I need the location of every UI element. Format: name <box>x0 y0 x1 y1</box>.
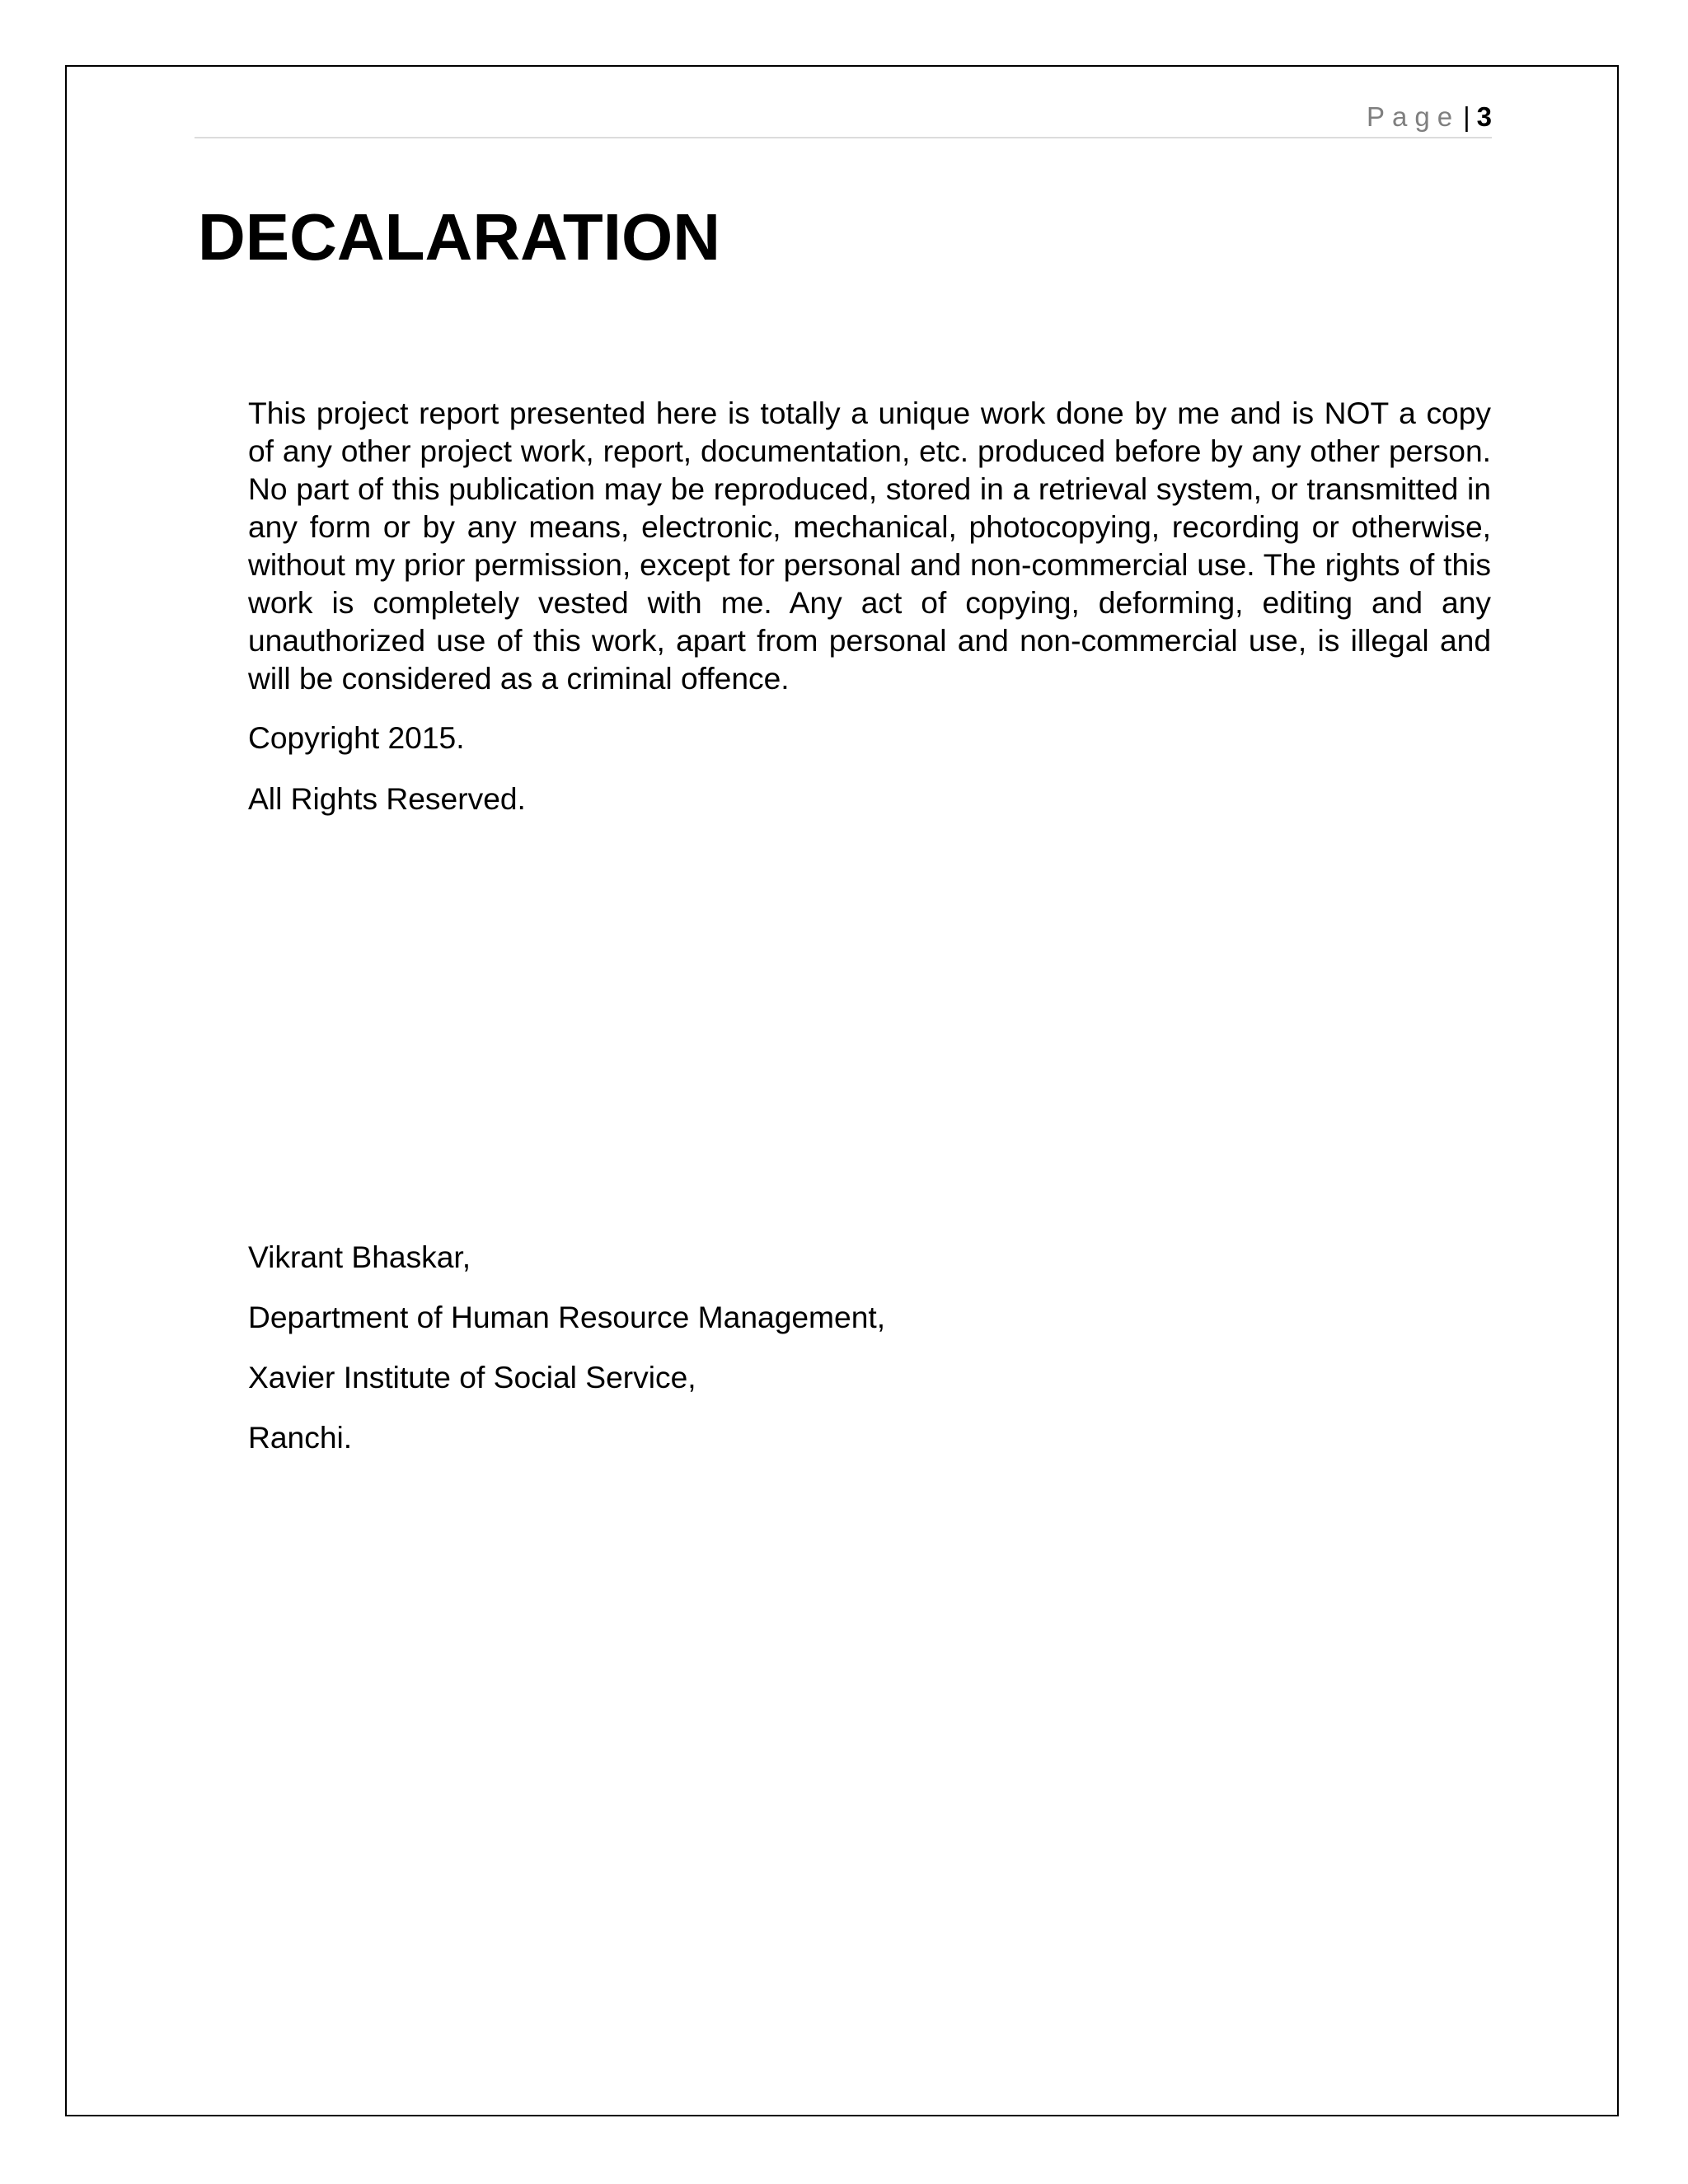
page-number: 3 <box>1476 101 1492 132</box>
page-number-label <box>1367 99 1492 135</box>
page-border <box>65 65 1619 2116</box>
signature-city: Ranchi. <box>248 1420 353 1455</box>
rights-line: All Rights Reserved. <box>248 781 526 816</box>
declaration-body <box>248 394 1491 818</box>
page-header <box>195 99 1492 138</box>
page-separator: | <box>1463 101 1470 132</box>
page-word: Page <box>1366 101 1461 132</box>
copyright-line: Copyright 2015. <box>248 720 465 755</box>
signature-name: Vikrant Bhaskar, <box>248 1240 471 1274</box>
signature-institute: Xavier Institute of Social Service, <box>248 1360 696 1394</box>
signature-block <box>248 1238 885 1479</box>
page-title: DECALARATION <box>198 200 721 274</box>
declaration-paragraph: This project report presented here is totally a unique work done by me and is NOT a copy of any other project work, report, documentation, etc. produced before by any other person. No part of this publication may be reproduced, stored in a retrieval system, or transmitted in any form or by any means, electronic, mechanical, photocopying, recording or otherwise, without my prior permission, except for personal and non-commercial use. The rights of this work is completely vested with me. Any act of copying, deforming, editing and any unauthorized use of this work, apart from personal and non-commercial use, is illegal and will be considered as a criminal offence. <box>248 396 1491 696</box>
signature-department: Department of Human Resource Management, <box>248 1300 886 1334</box>
